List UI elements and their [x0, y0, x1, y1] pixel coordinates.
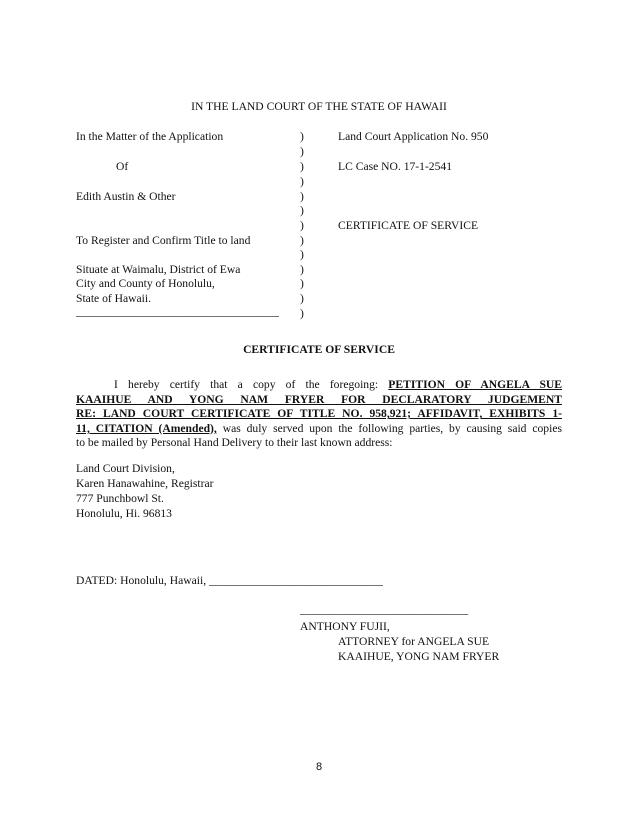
caption-matter-line: In the Matter of the Application — [76, 130, 224, 143]
address-line: Honolulu, Hi. 96813 — [76, 507, 172, 520]
caption-situate-line: Situate at Waimalu, District of Ewa — [76, 263, 241, 276]
caption-paren: ) — [300, 263, 304, 276]
caption-paren: ) — [300, 219, 304, 232]
address-line: Karen Hanawahine, Registrar — [76, 477, 214, 490]
caption-paren: ) — [300, 234, 304, 247]
dated-line: DATED: Honolulu, Hawaii, ______________________________ — [76, 574, 383, 587]
address-line: 777 Punchbowl St. — [76, 492, 164, 505]
address-line: Land Court Division, — [76, 462, 175, 475]
document-title-part: KAAIHUE AND YONG NAM FRYER FOR DECLARATORY JUDGEMENT — [76, 392, 562, 406]
caption-state-line: State of Hawaii. — [76, 292, 152, 305]
certificate-body — [76, 378, 562, 451]
caption-document-title: CERTIFICATE OF SERVICE — [338, 219, 479, 232]
caption-parties-line: Edith Austin & Other — [76, 190, 176, 203]
caption-paren: ) — [300, 145, 304, 158]
caption-paren: ) — [300, 175, 304, 188]
caption-county-line: City and County of Honolulu, — [76, 277, 215, 290]
caption-paren: ) — [300, 292, 304, 305]
caption-paren: ) — [300, 248, 304, 261]
caption-of-line: Of — [116, 160, 129, 173]
caption-paren: ) — [300, 160, 304, 173]
signatory-title: KAAIHUE, YONG NAM FRYER — [338, 650, 500, 663]
body-line-1: I hereby certify that a copy of the foregoing: PETITION OF ANGELA SUE — [114, 378, 563, 391]
caption-paren: ) — [300, 277, 304, 290]
case-number: LC Case NO. 17-1-2541 — [338, 160, 452, 173]
signatory-name: ANTHONY FUJII, — [300, 620, 390, 633]
body-line-4: 11, CITATION (Amended), was duly served upon the following parties, by causing said copies — [76, 421, 562, 435]
caption-paren: ) — [300, 307, 304, 320]
document-title-part: PETITION OF ANGELA SUE — [388, 378, 563, 391]
caption-paren: ) — [300, 190, 304, 203]
caption-underline: ___________________________________ — [76, 305, 279, 318]
court-title: IN THE LAND COURT OF THE STATE OF HAWAII — [191, 100, 447, 113]
certificate-heading: CERTIFICATE OF SERVICE — [243, 343, 395, 356]
body-line-5: to be mailed by Personal Hand Delivery to their last known address: — [76, 436, 393, 450]
caption-paren: ) — [300, 130, 304, 143]
signature-line: _____________________________ — [300, 603, 469, 616]
signatory-title: ATTORNEY for ANGELA SUE — [338, 635, 490, 648]
document-title-part: RE: LAND COURT CERTIFICATE OF TITLE NO. 958,921; AFFIDAVIT, EXHIBITS 1- — [76, 407, 562, 421]
page-number: 8 — [315, 761, 323, 773]
caption-paren: ) — [300, 204, 304, 217]
caption-register-line: To Register and Confirm Title to land — [76, 234, 251, 247]
document-title-part: 11, CITATION (Amended), — [76, 421, 217, 435]
case-application-number: Land Court Application No. 950 — [338, 130, 489, 143]
